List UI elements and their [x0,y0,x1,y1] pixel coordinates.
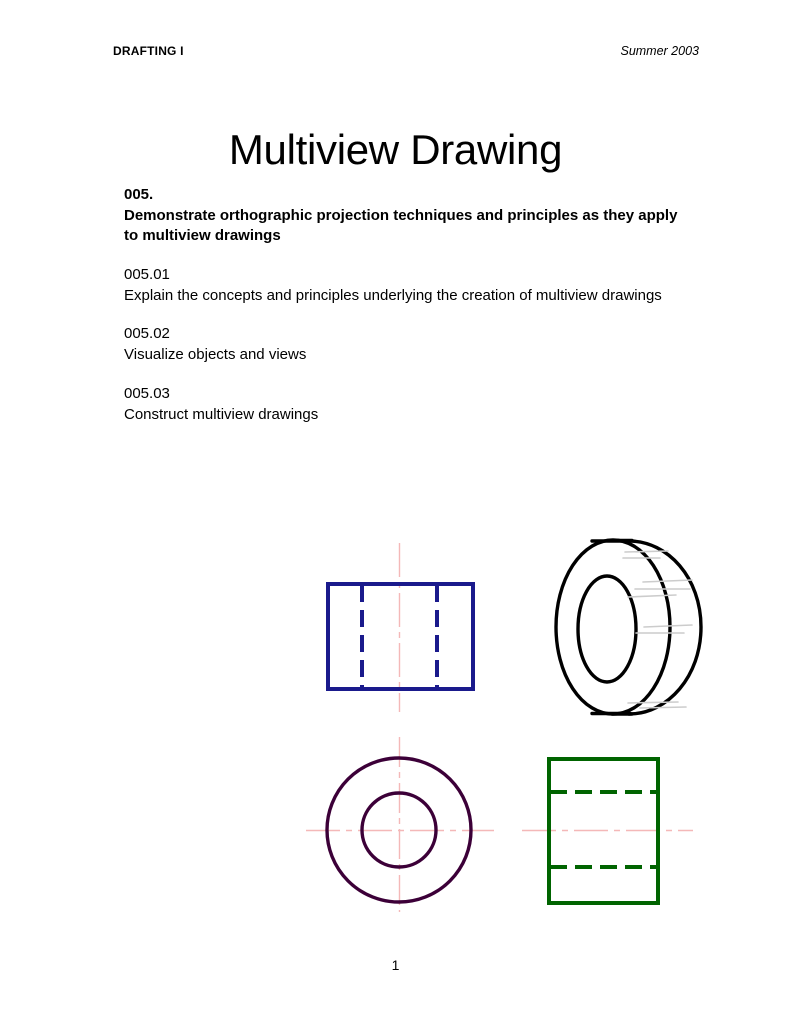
term-label: Summer 2003 [620,44,699,58]
page-number: 1 [391,957,400,973]
sub-objective-1-description: Explain the concepts and principles underlying the creation of multiview drawings [124,286,662,304]
page-title: Multiview Drawing [228,126,563,174]
top-view [327,758,471,902]
sub-objective-3 [124,384,694,425]
front-view [328,584,473,689]
top-view-inner-circle [362,793,436,867]
pictorial-smudges [623,551,692,708]
sub-objective-2-description: Visualize objects and views [124,346,307,364]
pictorial-back-arc [629,541,701,714]
sub-objective-2 [124,324,694,365]
running-head [113,44,699,60]
front-view-outline [328,584,473,689]
course-label: DRAFTING I [113,44,184,58]
objectives-content [124,185,694,443]
sub-objective-1-number: 005.01 [124,266,170,284]
objective-main-number: 005. [124,186,154,203]
sub-objective-2-number: 005.02 [124,325,170,343]
pictorial-view [556,540,701,714]
sub-objective-3-number: 005.03 [124,384,170,402]
side-view-outline [549,759,658,903]
top-view-outer-circle [327,758,471,902]
side-view [549,759,658,903]
objective-main [124,185,694,247]
sub-objective-3-description: Construct multiview drawings [124,405,319,423]
pictorial-outer-ellipse [556,540,670,714]
pictorial-inner-ellipse [578,576,636,682]
sub-objective-1 [124,265,694,306]
center-lines [306,543,693,912]
objective-main-description: Demonstrate orthographic projection techniques and principles as they apply to multiview drawings [124,206,678,245]
